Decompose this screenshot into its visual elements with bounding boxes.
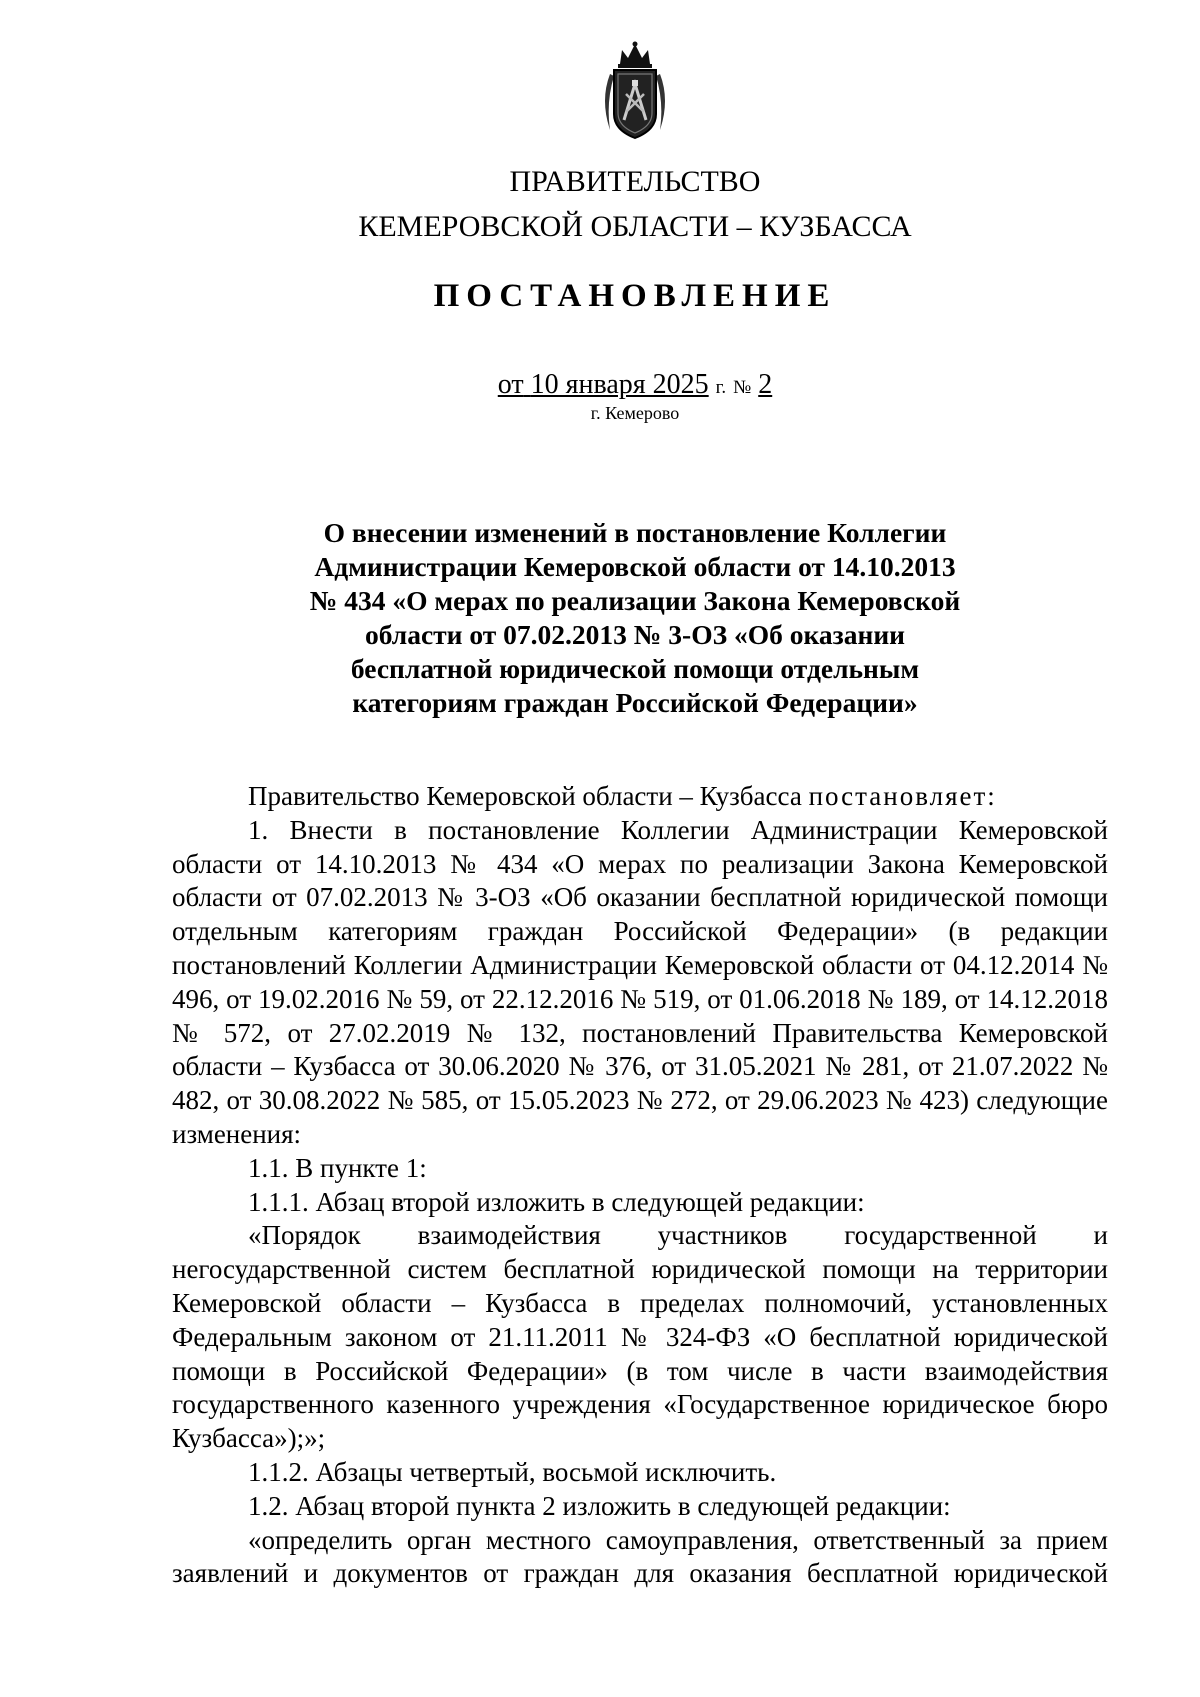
- quote-paragraph-1: «Порядок взаимодействия участников государственной и негосударственной систем бесплатной юридической помощи на территории Кемеровской области – Кузбасса в пределах полномочий, установленных Федеральным законом от 21.11.2011 № 324-ФЗ «О бесплатной юридической помощи в Российской Федерации» (в том числе в части взаимодействия государственного казенного учреждения «Государственное юридическое бюро Кузбасса»);»;: [172, 1220, 1108, 1454]
- date-line: [0, 368, 1200, 405]
- city: г. Кемерово: [590, 403, 680, 423]
- document-type: ПОСТАНОВЛЕНИЕ: [433, 278, 837, 314]
- paragraph-1-1-1: 1.1.1. Абзац второй изложить в следующей редакции:: [248, 1186, 865, 1217]
- document-number: 2: [758, 369, 773, 400]
- coat-of-arms-icon: [596, 40, 674, 144]
- paragraph-1-1: 1.1. В пункте 1:: [248, 1152, 427, 1183]
- intro-text: Правительство Кемеровской области – Кузбасса: [248, 781, 802, 811]
- org-name-line1: ПРАВИТЕЛЬСТВО: [509, 165, 761, 198]
- document-body: [172, 780, 1108, 1591]
- title-line: категориям граждан Российской Федерации»: [352, 687, 918, 718]
- paragraph-1-1-2: 1.1.2. Абзацы четвертый, восьмой исключить.: [248, 1456, 777, 1487]
- intro-paragraph: [172, 780, 1108, 814]
- title-line: О внесении изменений в постановление Коллегии: [323, 517, 947, 548]
- org-name-line2: КЕМЕРОВСКОЙ ОБЛАСТИ – КУЗБАССА: [358, 210, 912, 243]
- paragraph-1-2: 1.2. Абзац второй пункта 2 изложить в следующей редакции:: [248, 1490, 951, 1521]
- quote-paragraph-2: «определить орган местного самоуправления, ответственный за прием заявлений и документов от граждан для оказания бесплатной юридической: [172, 1524, 1108, 1589]
- title-line: Администрации Кемеровской области от 14.10.2013: [314, 551, 956, 582]
- date-prefix: от: [497, 369, 524, 400]
- paragraph-1: 1. Внести в постановление Коллегии Администрации Кемеровской области от 14.10.2013 № 434 «О мерах по реализации Закона Кемеровской области от 07.02.2013 № 3-ОЗ «Об оказании бесплатной юридической помощи отдельным категориям граждан Российской Федерации» (в редакции постановлений Коллегии Администрации Кемеровской области от 04.12.2014 № 496, от 19.02.2016 № 59, от 22.12.2016 № 519, от 01.06.2018 № 189, от 14.12.2018 № 572, от 27.02.2019 № 132, постановлений Правительства Кемеровской области – Кузбасса от 30.06.2020 № 376, от 31.05.2021 № 281, от 21.07.2022 № 482, от 30.08.2022 № 585, от 15.05.2023 № 272, от 29.06.2023 № 423) следующие изменения:: [172, 814, 1108, 1149]
- intro-verb: постановляет:: [808, 781, 997, 811]
- document-date: 10 января 2025: [530, 369, 709, 400]
- document-title: [270, 516, 1000, 720]
- title-line: бесплатной юридической помощи отдельным: [350, 653, 920, 684]
- year-suffix: г.: [715, 377, 727, 398]
- title-line: № 434 «О мерах по реализации Закона Кемеровской: [309, 585, 961, 616]
- number-sign: №: [733, 377, 752, 398]
- title-line: области от 07.02.2013 № 3-ОЗ «Об оказании: [364, 619, 906, 650]
